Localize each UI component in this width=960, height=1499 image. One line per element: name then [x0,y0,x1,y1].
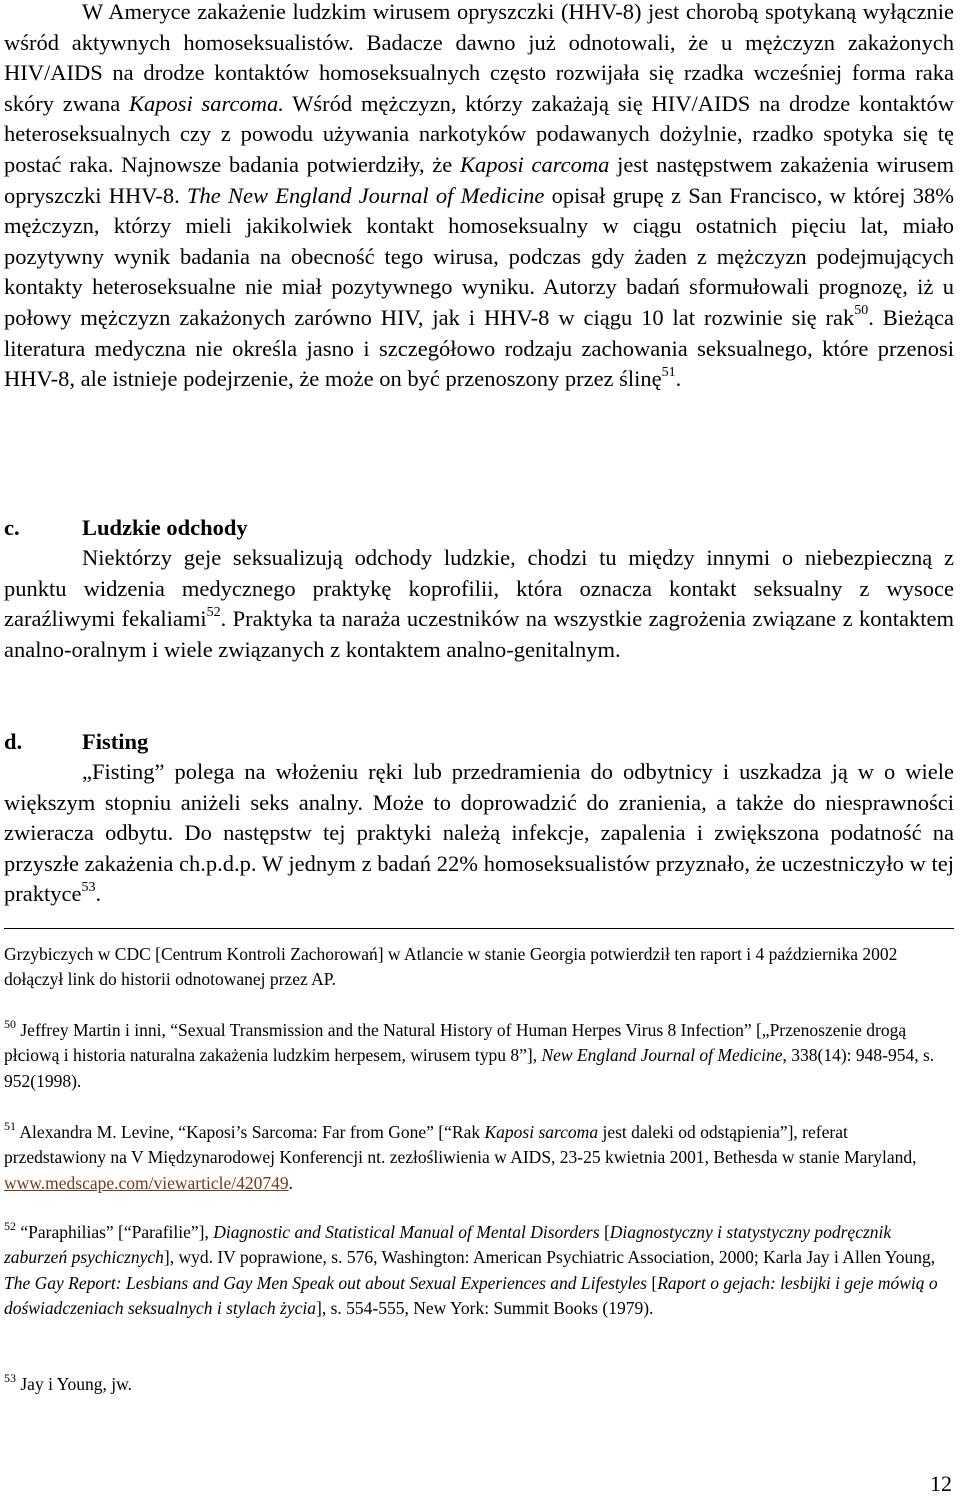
text-run: . Bieżąca literatura medyczna nie określa jasno i szczegółowo rodzaju zachowania seksualnego, które przenosi HHV-8, ale istnieje podejrzenie, że może on być przenoszony przez ślinę [4,304,954,392]
footnote-separator [4,928,954,929]
footnote-53 [4,1372,954,1397]
section-letter: c. [4,515,20,540]
text-run: Alexandra M. Levine, “Kaposi’s Sarcoma: Far from Gone” [“Rak [16,1122,485,1142]
text-run: . [288,1172,293,1193]
medscape-link[interactable]: www.medscape.com/viewarticle/420749 [4,1172,289,1193]
journal-title: The New England Journal of Medicine [186,182,545,208]
book-title: The Gay Report: Lesbians and Gay Men Speak out about Sexual Experiences and Lifestyles [4,1272,647,1293]
book-title: Diagnostic and Statistical Manual of Mental Disorders [213,1222,600,1242]
footnote-ref-50[interactable]: 50 [854,303,869,319]
footnote-continuation: Grzybiczych w CDC [Centrum Kontroli Zachorowań] w Atlancie w stanie Georgia potwierdził ten raport i 4 października 2002 dołączył link do historii odnotowanej przez AP. [4,944,898,990]
book-title-translation: Raport o gejach: lesbijki i geje mówią o doświadczeniach seksualnych i stylach życia [4,1272,938,1318]
paragraph-fisting [4,757,954,910]
text-run: [ [599,1222,610,1242]
text-run: , 338(14): 948-954, s. 952(1998). [4,1045,935,1091]
text-run: opisał grupę z San Francisco, w której 38% mężczyzn, którzy mieli jakikolwiek kontakt homoseksualny w ciągu ostatnich pięciu lat, miało pozytywny wynik badania na obecność tego wirusa, podczas gdy żaden z mężczyzn podejmujących kontakty heteroseksualne nie miał pozytywnego wyniku. Autorzy badań sformułowali prognozę, iż u połowy mężczyzn zakażonych zarówno HIV, jak i HHV-8 w ciągu 10 lat rozwinie się rak [4,182,954,330]
section-letter: d. [4,729,23,754]
text-run: Jay i Young, jw. [16,1374,133,1394]
journal-title: New England Journal of Medicine [541,1045,783,1066]
text-run: W Ameryce zakażenie ludzkim wirusem opryszczki (HHV-8) jest chorobą spotykaną wyłącznie wśród aktywnych homoseksualistów. Badacze dawno już odnotowali, że u mężczyzn zakażonych HIV/AIDS na drodze kontaktów homoseksualnych często rozwijała się rzadka wcześniej forma raka skóry zwana [4,0,954,116]
italic-term: Kaposi carcoma [460,151,610,177]
footnote-ref-51[interactable]: 51 [661,364,676,380]
text-run: “Paraphilias” [“Parafilie”], [16,1222,214,1242]
paragraph-odchody [4,543,954,665]
text-run: „Fisting” polega na włożeniu ręki lub przedramienia do odbytnicy i uszkadza ją w o wiele większym stopniu aniżeli seks analny. Może to doprowadzić do zranienia, a także do niesprawności zwieracza odbytu. Do następstw tej praktyki należą infekcje, zapalenia i zwiększona podatność na przyszłe zakażenia ch.p.d.p. W jednym z badań 22% homoseksualistów przyznało, że uczestniczyło w tej praktyce [4,759,954,907]
text-run: jest następstwem zakażenia wirusem opryszczki HHV-8. [4,151,954,208]
text-run: Wśród mężczyzn, którzy zakażają się HIV/AIDS na drodze kontaktów heteroseksualnych czy z powodu używania narkotyków podawanych dożylnie, rzadko spotyka się tę postać raka. Najnowsze badania potwierdziły, że [4,90,954,177]
section-title: Ludzkie odchody [82,515,248,540]
text-run: Niektórzy geje seksualizują odchody ludzkie, chodzi tu między innymi o niebezpieczną z punktu widzenia medycznego praktykę koprofilii, która oznacza kontakt seksualny z wysoce zaraźliwymi fekaliami [4,545,954,632]
footnote-number: 52 [4,1219,16,1234]
paragraph-hhv8 [4,0,954,395]
page-number: 12 [930,1471,952,1496]
text-run: [ [647,1272,658,1293]
footnote-ref-52[interactable]: 52 [206,604,221,620]
italic-term: Kaposi sarcoma [484,1122,599,1142]
section-title: Fisting [82,729,149,754]
text-run: jest daleki od odstąpienia”], referat przedstawiony na V Międzynarodowej Konferencji nt. zezłośliwienia w AIDS, 23-25 kwietnia 2001, Bethesda w stanie Maryland, [4,1122,917,1168]
footnote-50 [4,1018,954,1094]
footnote-ref-53[interactable]: 53 [81,879,96,895]
text-run: Jeffrey Martin i inni, “Sexual Transmission and the Natural History of Human Herpes Virus 8 Infection” [„Przenoszenie drogą płciową i historia naturalna zakażenia ludzkim herpesem, wirusem typu 8”], [4,1020,907,1066]
footnote-number: 51 [4,1119,16,1134]
text-run: ], s. 554-555, New York: Summit Books (1979). [316,1297,654,1318]
text-run: . [675,366,682,392]
text-run: . [95,881,102,907]
footnote-52 [4,1220,954,1321]
book-title-translation: Diagnostyczny i statystyczny podręcznik zaburzeń psychicznych [4,1222,892,1268]
text-run: ], wyd. IV poprawione, s. 576, Washington: American Psychiatric Association, 2000; Karla Jay i Allen Young, [163,1247,936,1268]
footnote-number: 50 [4,1017,16,1032]
italic-term: Kaposi sarcoma. [129,90,284,116]
section-heading-c [4,513,248,543]
section-heading-d [4,727,148,757]
footnote-number: 53 [4,1371,16,1386]
text-run: . Praktyka ta naraża uczestników na wszystkie zagrożenia związane z kontaktem analno-oralnym i wiele związanych z kontaktem analno-genitalnym. [4,606,954,662]
footnote-51 [4,1120,954,1196]
